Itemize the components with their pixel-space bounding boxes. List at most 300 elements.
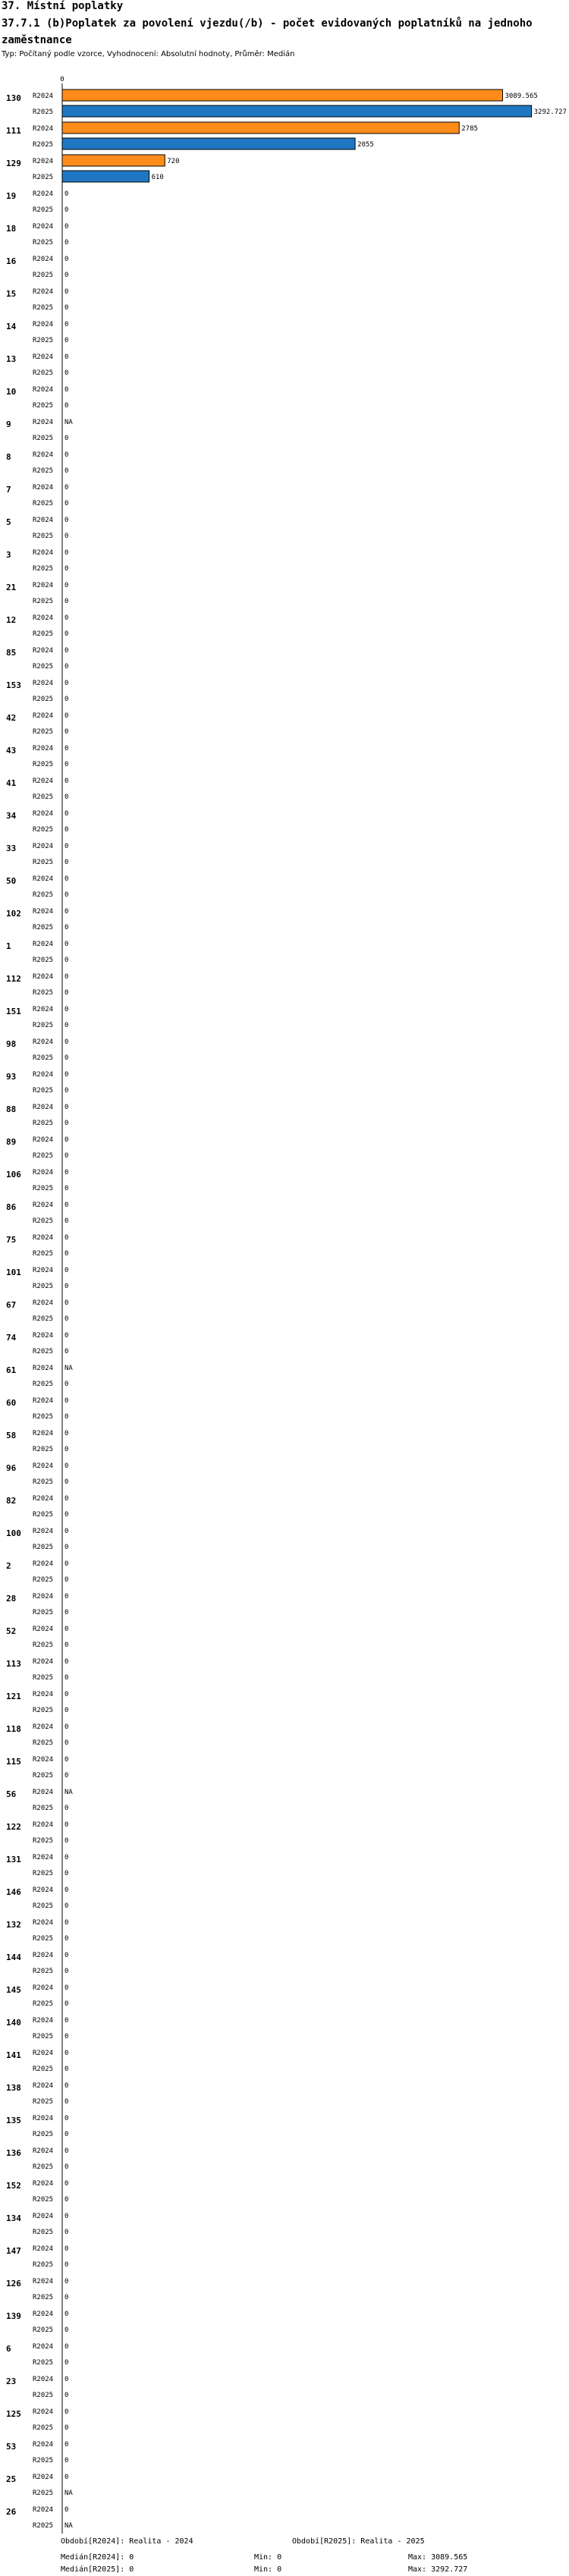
category-label: 8 — [6, 452, 11, 462]
category-label: 75 — [6, 1235, 17, 1245]
data-label: 0 — [64, 1626, 69, 1633]
series-label: R2024 — [33, 517, 54, 524]
series-label: R2025 — [33, 957, 54, 964]
data-label: 0 — [64, 1136, 69, 1144]
data-label: 0 — [64, 2326, 69, 2334]
data-label: 0 — [64, 2180, 69, 2188]
data-label: 0 — [64, 304, 69, 312]
series-label: R2025 — [33, 696, 54, 703]
data-label: 0 — [64, 2441, 69, 2449]
data-label: 0 — [64, 598, 69, 605]
series-label: R2024 — [33, 256, 54, 263]
series-label: R2024 — [33, 2506, 54, 2514]
category-label: 60 — [6, 1398, 17, 1408]
series-label: R2025 — [33, 826, 54, 834]
data-label: 0 — [64, 761, 69, 768]
series-label: R2024 — [33, 778, 54, 785]
data-label: 0 — [64, 2131, 69, 2138]
data-label: 0 — [64, 1739, 69, 1747]
data-label: 0 — [64, 2376, 69, 2383]
data-label: 0 — [64, 2294, 69, 2301]
series-label: R2024 — [33, 1136, 54, 1144]
data-label: 0 — [64, 517, 69, 524]
series-label: R2025 — [33, 1674, 54, 1682]
data-label: 0 — [64, 1038, 69, 1046]
category-label: 98 — [6, 1039, 17, 1049]
data-label: 0 — [64, 957, 69, 964]
data-label: 0 — [64, 1283, 69, 1290]
category-label: 53 — [6, 2442, 17, 2452]
series-label: R2024 — [33, 1886, 54, 1894]
data-label: 0 — [64, 2196, 69, 2204]
data-label: 0 — [64, 2474, 69, 2481]
series-label: R2025 — [33, 2261, 54, 2269]
series-label: R2024 — [33, 1495, 54, 1503]
series-label: R2025 — [33, 1087, 54, 1095]
category-label: 18 — [6, 224, 17, 234]
data-label: 0 — [64, 1544, 69, 1551]
series-label: R2025 — [33, 663, 54, 671]
data-label: 0 — [64, 1348, 69, 1356]
series-label: R2025 — [33, 532, 54, 540]
data-label: 0 — [64, 1430, 69, 1437]
category-label: 10 — [6, 387, 17, 397]
data-label: 0 — [64, 2147, 69, 2155]
data-label: 0 — [64, 1674, 69, 1682]
series-label: R2024 — [33, 1560, 54, 1568]
series-label: R2025 — [33, 1446, 54, 1453]
data-label: 0 — [64, 891, 69, 899]
data-label: 0 — [64, 2229, 69, 2236]
data-label: 0 — [64, 2311, 69, 2318]
bar — [62, 138, 355, 149]
series-label: R2025 — [33, 108, 54, 116]
series-label: R2024 — [33, 582, 54, 589]
bar — [62, 122, 459, 134]
series-label: R2024 — [33, 1169, 54, 1176]
data-label: 2785 — [461, 125, 478, 133]
series-label: R2024 — [33, 1267, 54, 1274]
data-label: 0 — [64, 630, 69, 638]
category-label: 89 — [6, 1137, 17, 1147]
data-label: 0 — [64, 2424, 69, 2432]
category-label: 21 — [6, 583, 17, 592]
category-label: 140 — [6, 2018, 21, 2028]
series-label: R2024 — [33, 1234, 54, 1242]
series-label: R2025 — [33, 1348, 54, 1356]
data-label: 0 — [64, 353, 69, 361]
data-label: 0 — [64, 1935, 69, 1943]
series-label: R2025 — [33, 206, 54, 214]
data-label: NA — [64, 1365, 73, 1372]
data-label: 0 — [64, 223, 69, 231]
series-label: R2025 — [33, 1935, 54, 1943]
data-label: 0 — [64, 272, 69, 279]
series-label: R2025 — [33, 1968, 54, 1975]
data-label: 0 — [64, 1267, 69, 1274]
data-label: 0 — [64, 532, 69, 540]
series-label: R2024 — [33, 1528, 54, 1535]
category-label: 131 — [6, 1855, 21, 1864]
series-label: R2025 — [33, 793, 54, 801]
series-label: R2024 — [33, 1984, 54, 1992]
category-label: 5 — [6, 517, 11, 527]
category-label: 115 — [6, 1757, 21, 1767]
series-label: R2025 — [33, 1381, 54, 1388]
data-label: 0 — [64, 2245, 69, 2253]
data-label: 0 — [64, 582, 69, 589]
data-label: 0 — [64, 1886, 69, 1894]
category-label: 28 — [6, 1594, 17, 1604]
axis-zero-tick-label: 0 — [60, 76, 64, 83]
series-label: R2025 — [33, 1283, 54, 1290]
series-label: R2025 — [33, 1805, 54, 1812]
category-label: 139 — [6, 2311, 21, 2321]
series-label: R2024 — [33, 1299, 54, 1307]
data-label: 0 — [64, 908, 69, 916]
series-label: R2025 — [33, 1152, 54, 1160]
series-label: R2024 — [33, 321, 54, 328]
category-label: 74 — [6, 1333, 17, 1343]
category-label: 152 — [6, 2181, 21, 2191]
series-label: R2024 — [33, 843, 54, 850]
data-label: 0 — [64, 369, 69, 377]
data-label: 0 — [64, 1397, 69, 1405]
data-label: 0 — [64, 728, 69, 736]
series-label: R2024 — [33, 1462, 54, 1470]
data-label: 0 — [64, 745, 69, 752]
series-label: R2024 — [33, 1202, 54, 1209]
data-label: 0 — [64, 2392, 69, 2399]
series-label: R2025 — [33, 1576, 54, 1584]
category-label: 52 — [6, 1626, 17, 1636]
data-label: 0 — [64, 2098, 69, 2106]
category-label: 121 — [6, 1692, 21, 1701]
data-label: 0 — [64, 1772, 69, 1780]
series-label: R2024 — [33, 2082, 54, 2090]
series-label: R2025 — [33, 2522, 54, 2530]
series-label: R2024 — [33, 1071, 54, 1079]
data-label: 0 — [64, 1495, 69, 1503]
series-label: R2025 — [33, 2294, 54, 2301]
series-label: R2025 — [33, 1217, 54, 1225]
series-label: R2024 — [33, 745, 54, 752]
data-label: 0 — [64, 500, 69, 507]
data-label: 0 — [64, 2278, 69, 2285]
category-label: 136 — [6, 2148, 21, 2158]
series-label: R2024 — [33, 1104, 54, 1111]
series-label: R2024 — [33, 1593, 54, 1601]
series-label: R2024 — [33, 2213, 54, 2220]
series-label: R2024 — [33, 810, 54, 818]
series-label: R2024 — [33, 484, 54, 492]
series-label: R2025 — [33, 467, 54, 475]
data-label: 0 — [64, 924, 69, 931]
data-label: 0 — [64, 1413, 69, 1421]
data-label: 0 — [64, 2115, 69, 2122]
category-label: 135 — [6, 2116, 21, 2125]
category-label: 102 — [6, 909, 21, 919]
category-label: 138 — [6, 2083, 21, 2093]
series-label: R2024 — [33, 1919, 54, 1927]
category-label: 85 — [6, 648, 17, 658]
category-label: 14 — [6, 322, 17, 331]
data-label: 0 — [64, 647, 69, 655]
data-label: 0 — [64, 712, 69, 720]
category-label: 129 — [6, 159, 21, 168]
series-label: R2025 — [33, 1413, 54, 1421]
data-label: 0 — [64, 2213, 69, 2220]
data-label: 0 — [64, 1054, 69, 1062]
data-label: 0 — [64, 1250, 69, 1258]
data-label: 0 — [64, 1120, 69, 1127]
series-label: R2025 — [33, 1120, 54, 1127]
data-label: 0 — [64, 484, 69, 492]
category-label: 96 — [6, 1463, 17, 1473]
data-label: 0 — [64, 337, 69, 344]
series-label: R2024 — [33, 1854, 54, 1861]
data-label: 0 — [64, 1984, 69, 1992]
series-label: R2024 — [33, 386, 54, 394]
series-label: R2025 — [33, 2066, 54, 2073]
series-label: R2025 — [33, 1478, 54, 1486]
data-label: 0 — [64, 1022, 69, 1029]
series-label: R2025 — [33, 1772, 54, 1780]
data-label: 0 — [64, 1511, 69, 1519]
category-label: 3 — [6, 550, 11, 560]
data-label: 0 — [64, 1299, 69, 1307]
category-label: 42 — [6, 713, 17, 723]
series-label: R2025 — [33, 891, 54, 899]
series-label: R2025 — [33, 630, 54, 638]
category-label: 6 — [6, 2344, 11, 2354]
data-label: 0 — [64, 1952, 69, 1959]
series-label: R2025 — [33, 2131, 54, 2138]
series-label: R2024 — [33, 875, 54, 883]
category-label: 61 — [6, 1365, 17, 1375]
series-label: R2024 — [33, 1756, 54, 1764]
series-label: R2024 — [33, 2441, 54, 2449]
category-label: 134 — [6, 2213, 21, 2223]
series-label: R2025 — [33, 2033, 54, 2040]
series-label: R2025 — [33, 1544, 54, 1551]
category-label: 130 — [6, 93, 21, 103]
series-label: R2025 — [33, 1739, 54, 1747]
category-label: 2 — [6, 1561, 11, 1571]
series-label: R2024 — [33, 451, 54, 459]
data-label: 0 — [64, 2066, 69, 2073]
data-label: 0 — [64, 1006, 69, 1013]
data-label: 0 — [64, 1152, 69, 1160]
series-label: R2025 — [33, 598, 54, 605]
series-label: R2024 — [33, 2278, 54, 2285]
data-label: 0 — [64, 1968, 69, 1975]
series-label: R2024 — [33, 2474, 54, 2481]
data-label: 0 — [64, 386, 69, 394]
category-label: 9 — [6, 419, 11, 429]
data-label: 0 — [64, 2082, 69, 2090]
data-label: 0 — [64, 256, 69, 263]
series-label: R2024 — [33, 1658, 54, 1666]
category-label: 33 — [6, 843, 17, 853]
series-label: R2024 — [33, 712, 54, 720]
bar — [62, 171, 149, 182]
data-label: 0 — [64, 1381, 69, 1388]
data-label: 0 — [64, 239, 69, 247]
series-label: R2024 — [33, 2343, 54, 2351]
data-label: 0 — [64, 2033, 69, 2040]
series-label: R2025 — [33, 728, 54, 736]
series-label: R2024 — [33, 2147, 54, 2155]
category-label: 93 — [6, 1072, 17, 1082]
category-label: 144 — [6, 1952, 21, 1962]
data-label: 0 — [64, 451, 69, 459]
bar — [62, 105, 532, 117]
category-label: 23 — [6, 2377, 17, 2386]
series-label: R2024 — [33, 1332, 54, 1340]
category-label: 145 — [6, 1985, 21, 1995]
data-label: 0 — [64, 1576, 69, 1584]
data-label: 0 — [64, 2017, 69, 2025]
data-label: 0 — [64, 2163, 69, 2171]
category-label: 126 — [6, 2279, 21, 2289]
series-label: R2025 — [33, 1837, 54, 1845]
data-label: 0 — [64, 435, 69, 442]
data-label: 0 — [64, 1902, 69, 1910]
data-label: 0 — [64, 402, 69, 410]
data-label: 0 — [64, 989, 69, 997]
category-label: 151 — [6, 1007, 21, 1016]
data-label: 0 — [64, 2261, 69, 2269]
footer-median-r2024: Medián[R2024]: 0 — [61, 2553, 134, 2562]
series-label: R2024 — [33, 190, 54, 198]
data-label: 0 — [64, 1854, 69, 1861]
data-label: 0 — [64, 2457, 69, 2464]
series-label: R2024 — [33, 1397, 54, 1405]
category-label: 125 — [6, 2409, 21, 2419]
data-label: 0 — [64, 1234, 69, 1242]
data-label: 0 — [64, 321, 69, 328]
footer-min-r2024: Min: 0 — [254, 2553, 282, 2562]
category-label: 147 — [6, 2246, 21, 2256]
series-label: R2025 — [33, 1707, 54, 1714]
data-label: 0 — [64, 1446, 69, 1453]
data-label: NA — [64, 1789, 73, 1796]
series-label: R2024 — [33, 1038, 54, 1046]
series-label: R2024 — [33, 1691, 54, 1698]
series-label: R2025 — [33, 1250, 54, 1258]
data-label: 0 — [64, 1707, 69, 1714]
data-label: 0 — [64, 1185, 69, 1192]
data-label: 0 — [64, 696, 69, 703]
data-label: 0 — [64, 778, 69, 785]
series-label: R2025 — [33, 565, 54, 573]
section-title: 37. Místní poplatky — [2, 0, 124, 12]
series-label: R2025 — [33, 2490, 54, 2497]
series-label: R2025 — [33, 1185, 54, 1192]
data-label: 0 — [64, 1837, 69, 1845]
series-label: R2024 — [33, 941, 54, 948]
series-label: R2024 — [33, 614, 54, 622]
data-label: 0 — [64, 875, 69, 883]
footer-median-r2025: Medián[R2025]: 0 — [61, 2565, 134, 2574]
series-label: R2024 — [33, 223, 54, 231]
data-label: 0 — [64, 2506, 69, 2514]
series-label: R2025 — [33, 337, 54, 344]
series-label: R2025 — [33, 859, 54, 866]
category-label: 111 — [6, 126, 21, 136]
series-label: R2024 — [33, 2050, 54, 2057]
data-label: 0 — [64, 941, 69, 948]
series-label: R2025 — [33, 141, 54, 149]
category-label: 112 — [6, 974, 21, 984]
category-label: 43 — [6, 746, 17, 756]
series-label: R2024 — [33, 2115, 54, 2122]
category-label: 132 — [6, 1920, 21, 1930]
series-label: R2025 — [33, 1870, 54, 1877]
series-label: R2024 — [33, 1006, 54, 1013]
category-label: 113 — [6, 1659, 21, 1669]
series-label: R2025 — [33, 2196, 54, 2204]
data-label: 0 — [64, 1071, 69, 1079]
bar — [62, 90, 502, 101]
footer-max-r2025: Max: 3292.727 — [408, 2565, 468, 2574]
category-label: 16 — [6, 256, 17, 266]
data-label: 0 — [64, 1104, 69, 1111]
footer-period-r2024: Období[R2024]: Realita - 2024 — [61, 2537, 193, 2546]
data-label: 0 — [64, 2000, 69, 2008]
series-label: R2025 — [33, 989, 54, 997]
data-label: 0 — [64, 614, 69, 622]
data-label: 3292.727 — [533, 108, 567, 116]
category-label: 58 — [6, 1431, 17, 1440]
data-label: 2055 — [357, 141, 374, 149]
footer-min-r2025: Min: 0 — [254, 2565, 282, 2574]
data-label: 0 — [64, 1805, 69, 1812]
series-label: R2024 — [33, 1430, 54, 1437]
series-label: R2025 — [33, 304, 54, 312]
category-label: 101 — [6, 1268, 21, 1277]
category-label: 1 — [6, 941, 11, 951]
data-label: 0 — [64, 467, 69, 475]
data-label: 610 — [151, 174, 164, 181]
data-label: NA — [64, 2490, 73, 2497]
data-label: 0 — [64, 973, 69, 981]
data-label: 0 — [64, 1870, 69, 1877]
series-label: R2024 — [33, 647, 54, 655]
category-label: 25 — [6, 2474, 17, 2484]
category-label: 41 — [6, 778, 17, 788]
bar — [62, 155, 165, 166]
series-label: R2024 — [33, 125, 54, 133]
data-label: 0 — [64, 288, 69, 296]
series-label: R2025 — [33, 1315, 54, 1323]
data-label: 0 — [64, 1641, 69, 1649]
series-label: R2024 — [33, 2245, 54, 2253]
data-label: 0 — [64, 1478, 69, 1486]
category-label: 146 — [6, 1887, 21, 1897]
series-label: R2025 — [33, 1054, 54, 1062]
series-label: R2024 — [33, 1789, 54, 1796]
data-label: 0 — [64, 2359, 69, 2367]
series-label: R2025 — [33, 2000, 54, 2008]
chart-subtitle: Typ: Počítaný podle vzorce, Vyhodnocení: Absolutní hodnoty, Průměr: Medián — [2, 50, 295, 58]
data-label: 0 — [64, 549, 69, 557]
data-label: NA — [64, 419, 73, 426]
category-label: 13 — [6, 354, 17, 364]
data-label: 0 — [64, 859, 69, 866]
data-label: 0 — [64, 2343, 69, 2351]
